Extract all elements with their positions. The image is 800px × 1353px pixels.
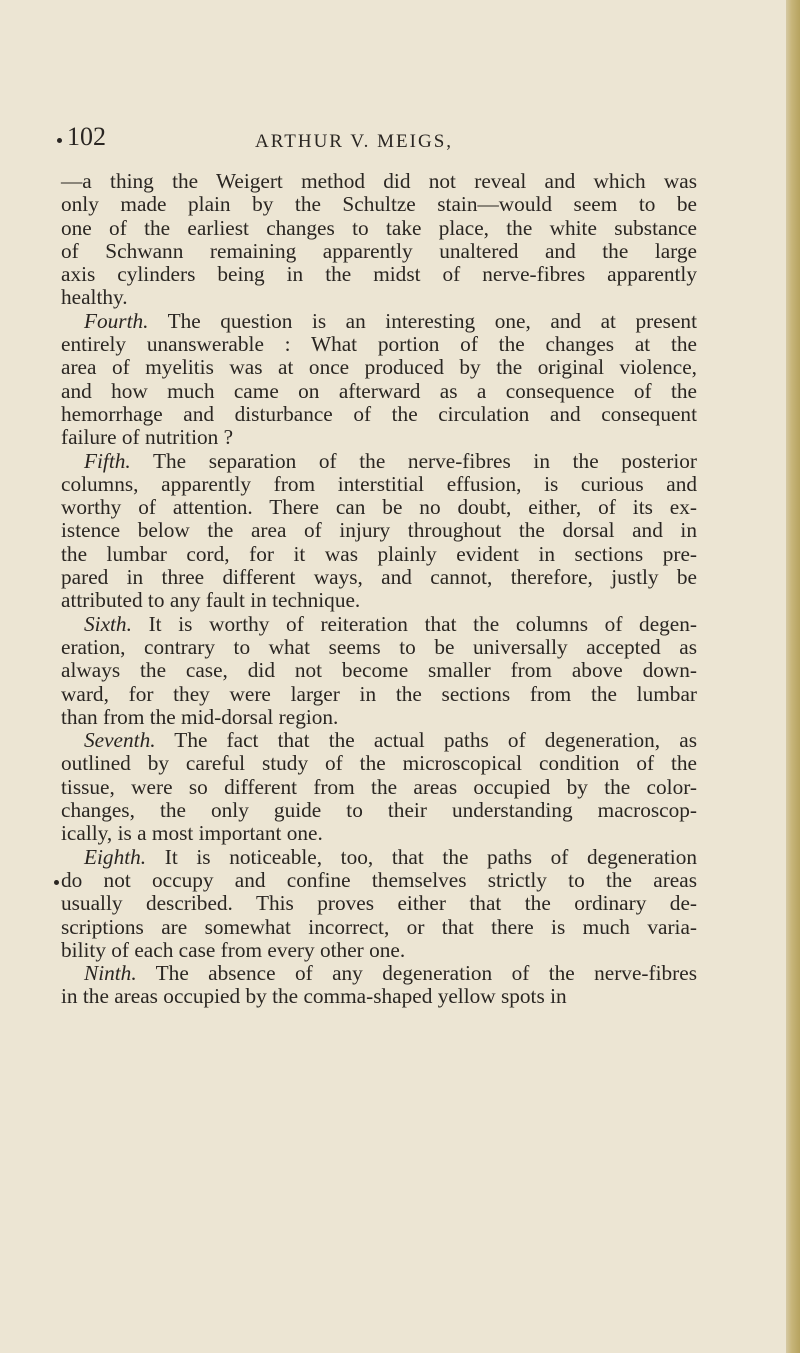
- text-line: axis cylinders being in the midst of nerve-fibres apparently: [61, 262, 697, 287]
- text-line: It is worthy of reiteration that the columns of degen-: [131, 611, 697, 636]
- text-line: istence below the area of injury throughout the dorsal and in: [61, 518, 697, 543]
- section-lead: Ninth.: [84, 961, 137, 986]
- text-line: scriptions are somewhat incorrect, or that there is much varia-: [61, 914, 697, 939]
- text-line: in the areas occupied by the comma-shaped yellow spots in: [61, 984, 567, 1009]
- text-line: bility of each case from every other one.: [61, 937, 406, 962]
- text-line: eration, contrary to what seems to be universally accepted as: [61, 634, 697, 659]
- page-header: [57, 122, 697, 168]
- bullet-mark: [57, 138, 62, 143]
- running-head: ARTHUR V. MEIGS,: [255, 131, 454, 152]
- text-line: The separation of the nerve-fibres in the posterior: [130, 448, 697, 473]
- text-line: and how much came on afterward as a consequence of the: [61, 378, 697, 403]
- section-lead: Eighth.: [84, 844, 147, 869]
- text-line: ically, is a most important one.: [61, 821, 323, 846]
- text-line: The question is an interesting one, and at present: [148, 308, 697, 333]
- text-line: The absence of any degeneration of the nerve-fibres: [136, 961, 697, 986]
- text-line: attributed to any fault in technique.: [61, 588, 361, 613]
- text-line: worthy of attention. There can be no doubt, either, of its ex-: [61, 495, 697, 520]
- body-text: [61, 170, 697, 1009]
- text-line: entirely unanswerable : What portion of the changes at the: [61, 332, 697, 357]
- text-line: always the case, did not become smaller from above down-: [61, 658, 697, 683]
- text-line: pared in three different ways, and cannot, therefore, justly be: [61, 565, 697, 590]
- text-line: the lumbar cord, for it was plainly evident in sections pre-: [61, 541, 697, 566]
- text-line: only made plain by the Schultze stain—would seem to be: [61, 192, 697, 217]
- text-line: The fact that the actual paths of degeneration, as: [155, 728, 697, 753]
- text-line: It is noticeable, too, that the paths of degeneration: [146, 844, 697, 869]
- paragraph-start: [61, 310, 697, 333]
- text-line: usually described. This proves either that the ordinary de-: [61, 891, 697, 916]
- paragraph-start: [61, 846, 697, 869]
- page-number: 102: [67, 122, 106, 151]
- text-line: healthy.: [61, 285, 128, 310]
- text-line: than from the mid-dorsal region.: [61, 704, 339, 729]
- section-lead: Fourth.: [84, 308, 149, 333]
- text-line: —a thing the Weigert method did not reveal and which was: [61, 169, 697, 193]
- text-line: hemorrhage and disturbance of the circulation and consequent: [61, 401, 697, 426]
- page-edge: [786, 0, 800, 1353]
- text-line: outlined by careful study of the microscopical condition of the: [61, 751, 697, 776]
- paragraph-start: [61, 962, 697, 985]
- text-line: one of the earliest changes to take place, the white substance: [61, 215, 697, 240]
- text-line: area of myelitis was at once produced by the original violence,: [61, 355, 697, 380]
- margin-dot: [54, 880, 59, 885]
- text-line: ward, for they were larger in the sections from the lumbar: [61, 681, 697, 706]
- text-line: tissue, were so different from the areas occupied by the color-: [61, 774, 697, 799]
- section-lead: Fifth.: [84, 448, 131, 473]
- text-line: changes, the only guide to their understanding macroscop-: [61, 798, 697, 823]
- paragraph-start: [61, 450, 697, 473]
- section-lead: Sixth.: [84, 611, 132, 636]
- text-line: failure of nutrition ?: [61, 425, 234, 450]
- section-lead: Seventh.: [84, 728, 156, 753]
- text-line: do not occupy and confine themselves strictly to the areas: [61, 867, 697, 892]
- text-line: of Schwann remaining apparently unaltered and the large: [61, 238, 697, 263]
- paragraph-start: [61, 729, 697, 752]
- paragraph-start: [61, 613, 697, 636]
- text-line: columns, apparently from interstitial effusion, is curious and: [61, 471, 697, 496]
